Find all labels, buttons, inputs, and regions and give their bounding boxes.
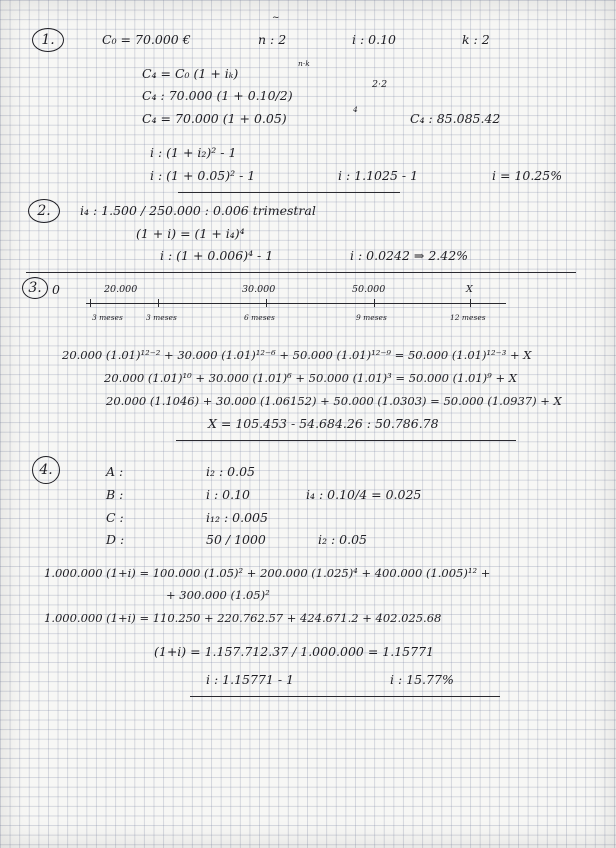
p2-line-1: i₄ : 1.500 / 250.000 : 0.006 trimestral (80, 203, 316, 218)
p2-separator (26, 272, 576, 273)
p3-timeline-bottom-label: 12 meses (450, 313, 486, 322)
p4-row-c-value: i₁₂ : 0.005 (206, 510, 268, 525)
p3-timeline-bottom-label: 6 meses (244, 313, 275, 322)
p3-equation-2: 20.000 (1.01)¹⁰ + 30.000 (1.01)⁶ + 50.000 (1.01)³ = 50.000 (1.01)⁹ + X (104, 371, 517, 385)
p1-line-3-exponent: 4 (353, 105, 358, 114)
p4-row-a-value: i₂ : 0.05 (206, 464, 255, 479)
p1-header-c0: C₀ = 70.000 € (102, 32, 191, 47)
p4-equation-1-continued: + 300.000 (1.05)² (166, 588, 270, 602)
p3-equation-1: 20.000 (1.01)¹²⁻² + 30.000 (1.01)¹²⁻⁶ + 50.000 (1.01)¹²⁻⁹ = 50.000 (1.01)¹²⁻³ + X (62, 348, 532, 362)
p3-timeline-bottom-label: 9 meses (356, 313, 387, 322)
p3-timeline-tick (90, 299, 91, 307)
p1-header-k: k : 2 (462, 32, 490, 47)
p1-line-5: i : (1 + 0.05)² - 1 (150, 168, 256, 183)
p4-row-b-value: i : 0.10 (206, 487, 250, 502)
p3-equation-3: 20.000 (1.1046) + 30.000 (1.06152) + 50.000 (1.0303) = 50.000 (1.0937) + X (106, 394, 562, 408)
p4-row-b-label: B : (106, 487, 124, 502)
p4-equation-2: 1.000.000 (1+i) = 110.250 + 220.762.57 + 424.671.2 + 402.025.68 (44, 611, 442, 625)
p2-line-3-b: i : 0.0242 ⇒ 2.42% (350, 248, 469, 263)
p3-timeline-bottom-label: 3 meses (92, 313, 123, 322)
p1-line-4: i : (1 + i₂)² - 1 (150, 145, 237, 160)
p3-timeline-top-50000: 50.000 (352, 284, 386, 295)
p3-timeline-top-20000: 20.000 (104, 284, 138, 295)
p1-line-1-exponent: n·k (298, 59, 310, 68)
p3-timeline-axis (86, 303, 506, 304)
p1-line-2-exponent: 2·2 (372, 79, 388, 90)
p3-timeline-top-30000: 30.000 (242, 284, 276, 295)
p4-row-d-label: D : (106, 532, 125, 547)
p4-row-b-extra: i₄ : 0.10/4 = 0.025 (306, 487, 422, 502)
p2-line-2: (1 + i) = (1 + i₄)⁴ (136, 226, 245, 241)
p1-line-1: C₄ = C₀ (1 + iₖ) (142, 66, 239, 81)
p4-row-d-value: 50 / 1000 (206, 532, 266, 547)
p2-line-3: i : (1 + 0.006)⁴ - 1 (160, 248, 274, 263)
p1-header-i: i : 0.10 (352, 32, 396, 47)
p4-equation-3: (1+i) = 1.157.712.37 / 1.000.000 = 1.15771 (154, 644, 434, 659)
p1-header-n: n : 2 (258, 32, 287, 47)
p3-timeline-tick (374, 299, 375, 307)
p1-line-2: C₄ : 70.000 (1 + 0.10/2) (142, 88, 293, 103)
problem-1-number: 1. (32, 28, 64, 52)
p4-equation-4: i : 1.15771 - 1 (206, 672, 294, 687)
problem-2-number: 2. (28, 199, 60, 223)
p1-line-3-result: C₄ : 85.085.42 (410, 111, 501, 126)
p3-timeline-tick (470, 299, 471, 307)
p3-equation-4: X = 105.453 - 54.684.26 : 50.786.78 (208, 416, 439, 431)
p4-equation-1: 1.000.000 (1+i) = 100.000 (1.05)² + 200.000 (1.025)⁴ + 400.000 (1.005)¹² + (44, 566, 491, 580)
p3-timeline-bottom-label: 3 meses (146, 313, 177, 322)
p4-separator (190, 696, 500, 697)
p4-row-a-label: A : (106, 464, 124, 479)
p1-separator (178, 192, 400, 193)
p3-timeline-top-x: X (466, 284, 473, 295)
problem-4-number: 4. (32, 456, 60, 484)
p4-row-c-label: C : (106, 510, 124, 525)
problem-3-number: 3. (22, 277, 48, 299)
p3-timeline-tick (266, 299, 267, 307)
top-mark: ~ (272, 13, 280, 23)
p3-timeline-zero: 0 (52, 282, 60, 297)
p4-equation-4-result: i : 15.77% (390, 672, 454, 687)
p1-line-5-b: i : 1.1025 - 1 (338, 168, 419, 183)
p1-line-3: C₄ = 70.000 (1 + 0.05) (142, 111, 287, 126)
p3-timeline-tick (158, 299, 159, 307)
p4-row-d-extra: i₂ : 0.05 (318, 532, 367, 547)
p3-separator (176, 440, 516, 441)
p1-line-5-c: i = 10.25% (492, 168, 563, 183)
